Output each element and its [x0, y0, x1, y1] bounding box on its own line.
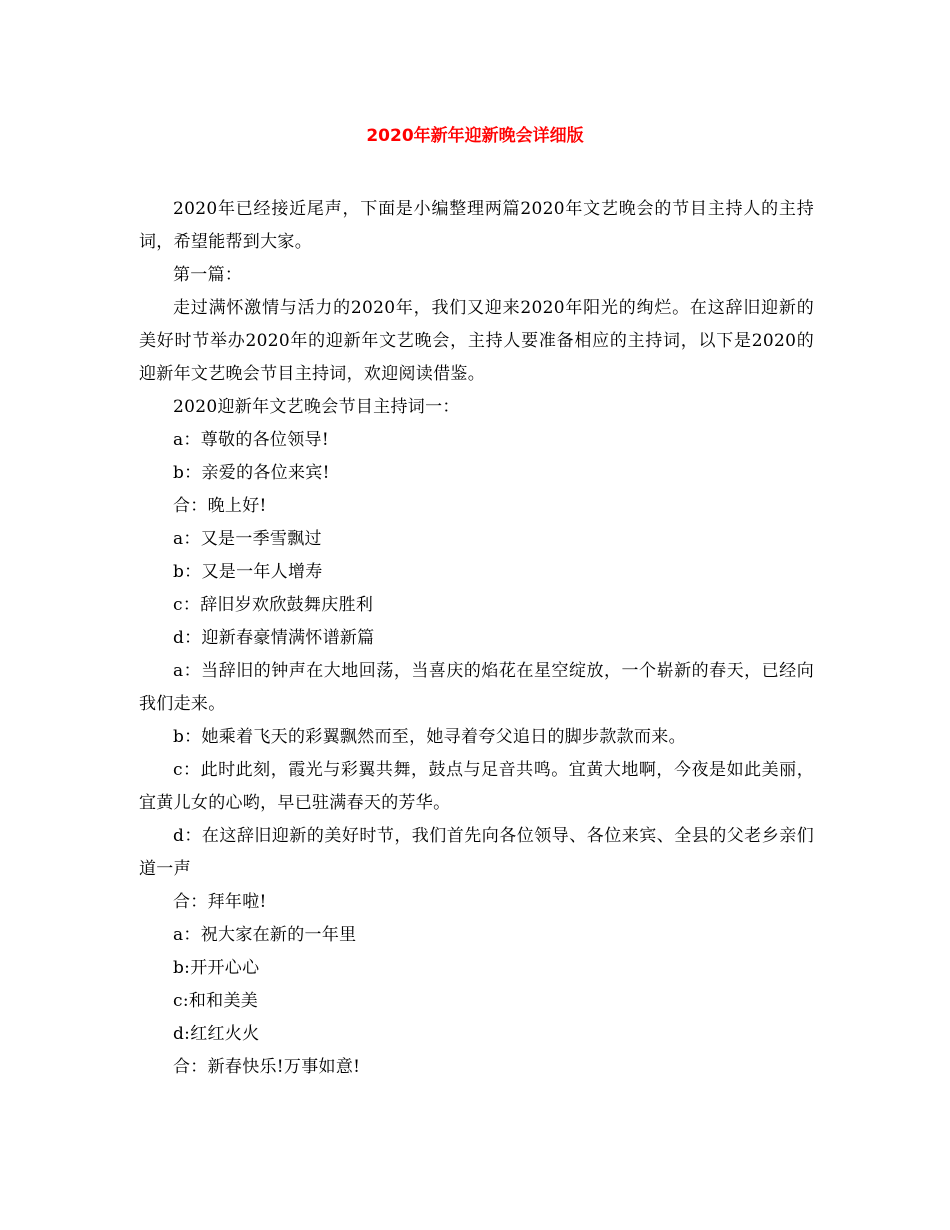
script-line: d：在这辞旧迎新的美好时节，我们首先向各位领导、各位来宾、全县的父老乡亲们道一声	[139, 826, 814, 879]
script-line: 合：拜年啦!	[173, 892, 267, 912]
document-title: 2020年新年迎新晚会详细版	[366, 126, 584, 146]
script-line: b：她乘着飞天的彩翼飘然而至，她寻着夸父追日的脚步款款而来。	[173, 727, 686, 747]
script-line: a：尊敬的各位领导!	[173, 430, 329, 450]
script-line: d:红红火火	[173, 1024, 260, 1044]
paragraph-part-one-heading: 第一篇：	[173, 265, 243, 285]
script-line: b:开开心心	[173, 958, 260, 978]
script-line: a：祝大家在新的一年里	[173, 925, 357, 945]
paragraph-intro: 2020年已经接近尾声，下面是小编整理两篇2020年文艺晚会的节目主持人的主持词，希望能帮到大家。	[139, 199, 814, 252]
paragraph-script-heading: 2020迎新年文艺晚会节目主持词一：	[173, 397, 460, 417]
script-line: c：此时此刻，霞光与彩翼共舞，鼓点与足音共鸣。宜黄大地啊，今夜是如此美丽，宜黄儿女的心哟，早已驻满春天的芳华。	[139, 760, 814, 813]
script-line: a：当辞旧的钟声在大地回荡，当喜庆的焰花在星空绽放，一个崭新的春天，已经向我们走来。	[139, 661, 814, 714]
script-line: c：辞旧岁欢欣鼓舞庆胜利	[173, 595, 374, 615]
document-body	[139, 193, 814, 1084]
script-line: b：又是一年人增寿	[173, 562, 323, 582]
script-line: b：亲爱的各位来宾!	[173, 463, 330, 483]
script-line: a：又是一季雪飘过	[173, 529, 322, 549]
paragraph-preface: 走过满怀激情与活力的2020年，我们又迎来2020年阳光的绚烂。在这辞旧迎新的美好时节举办2020年的迎新年文艺晚会，主持人要准备相应的主持词，以下是2020的迎新年文艺晚会节目主持词，欢迎阅读借鉴。	[139, 298, 814, 384]
script-line: 合：新春快乐!万事如意!	[173, 1057, 361, 1077]
script-line: 合：晚上好!	[173, 496, 267, 516]
script-line: d：迎新春豪情满怀谱新篇	[173, 628, 375, 648]
script-line: c:和和美美	[173, 991, 259, 1011]
